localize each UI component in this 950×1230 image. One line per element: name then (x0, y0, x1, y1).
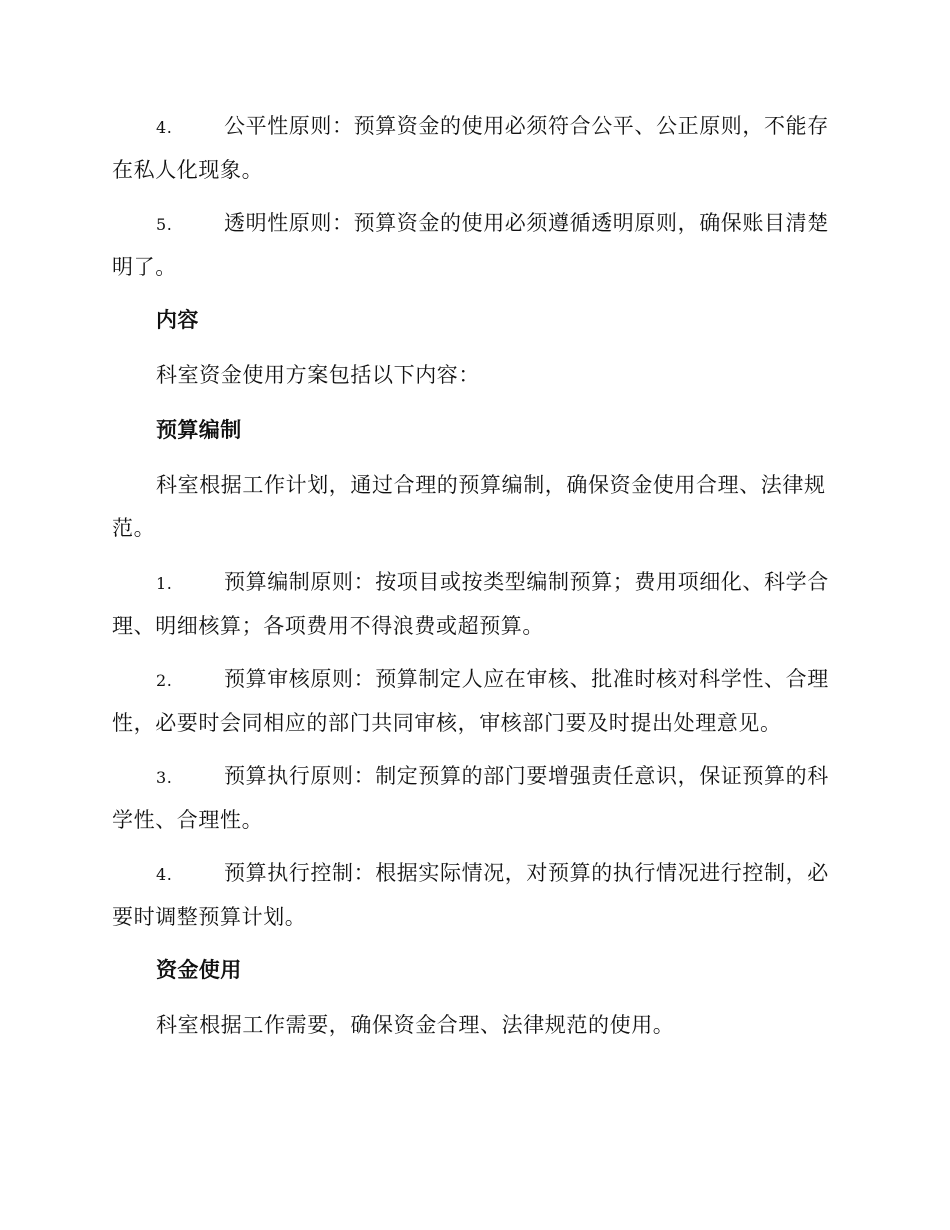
section-heading-funds: 资金使用 (156, 958, 242, 982)
list-item-text: 预算审核原则：预算制定人应在审核、批准时核对科学性、合理性，必要时会同相应的部门共同审核，审核部门要及时提出处理意见。 (112, 667, 829, 735)
list-item-number: 4. (156, 865, 173, 884)
budget-paragraph: 科室根据工作计划，通过合理的预算编制，确保资金使用合理、法律规范。 (112, 473, 826, 540)
list-item-text: 透明性原则：预算资金的使用必须遵循透明原则，确保账目清楚明了。 (112, 211, 829, 279)
section-heading-budget: 预算编制 (156, 418, 242, 442)
list-item-text: 预算执行原则：制定预算的部门要增强责任意识，保证预算的科学性、合理性。 (112, 764, 829, 832)
list-item-text: 公平性原则：预算资金的使用必须符合公平、公正原则，不能存在私人化现象。 (112, 114, 829, 182)
list-item (112, 202, 834, 289)
list-item (112, 105, 834, 192)
list-item-number: 5. (156, 215, 173, 234)
list-item (112, 755, 834, 842)
intro-paragraph: 科室资金使用方案包括以下内容： (156, 363, 480, 387)
list-item (112, 658, 834, 745)
list-item-number: 2. (156, 671, 173, 690)
funds-paragraph: 科室根据工作需要，确保资金合理、法律规范的使用。 (156, 1013, 675, 1037)
section-heading-content: 内容 (156, 308, 199, 332)
list-item-number: 1. (156, 574, 173, 593)
list-item (112, 852, 834, 939)
list-item-text: 预算执行控制：根据实际情况，对预算的执行情况进行控制，必要时调整预算计划。 (112, 861, 829, 929)
list-item-number: 4. (156, 118, 173, 137)
list-item (112, 561, 834, 648)
list-item-number: 3. (156, 768, 173, 787)
list-item-text: 预算编制原则：按项目或按类型编制预算；费用项细化、科学合理、明细核算；各项费用不得浪费或超预算。 (112, 570, 829, 638)
